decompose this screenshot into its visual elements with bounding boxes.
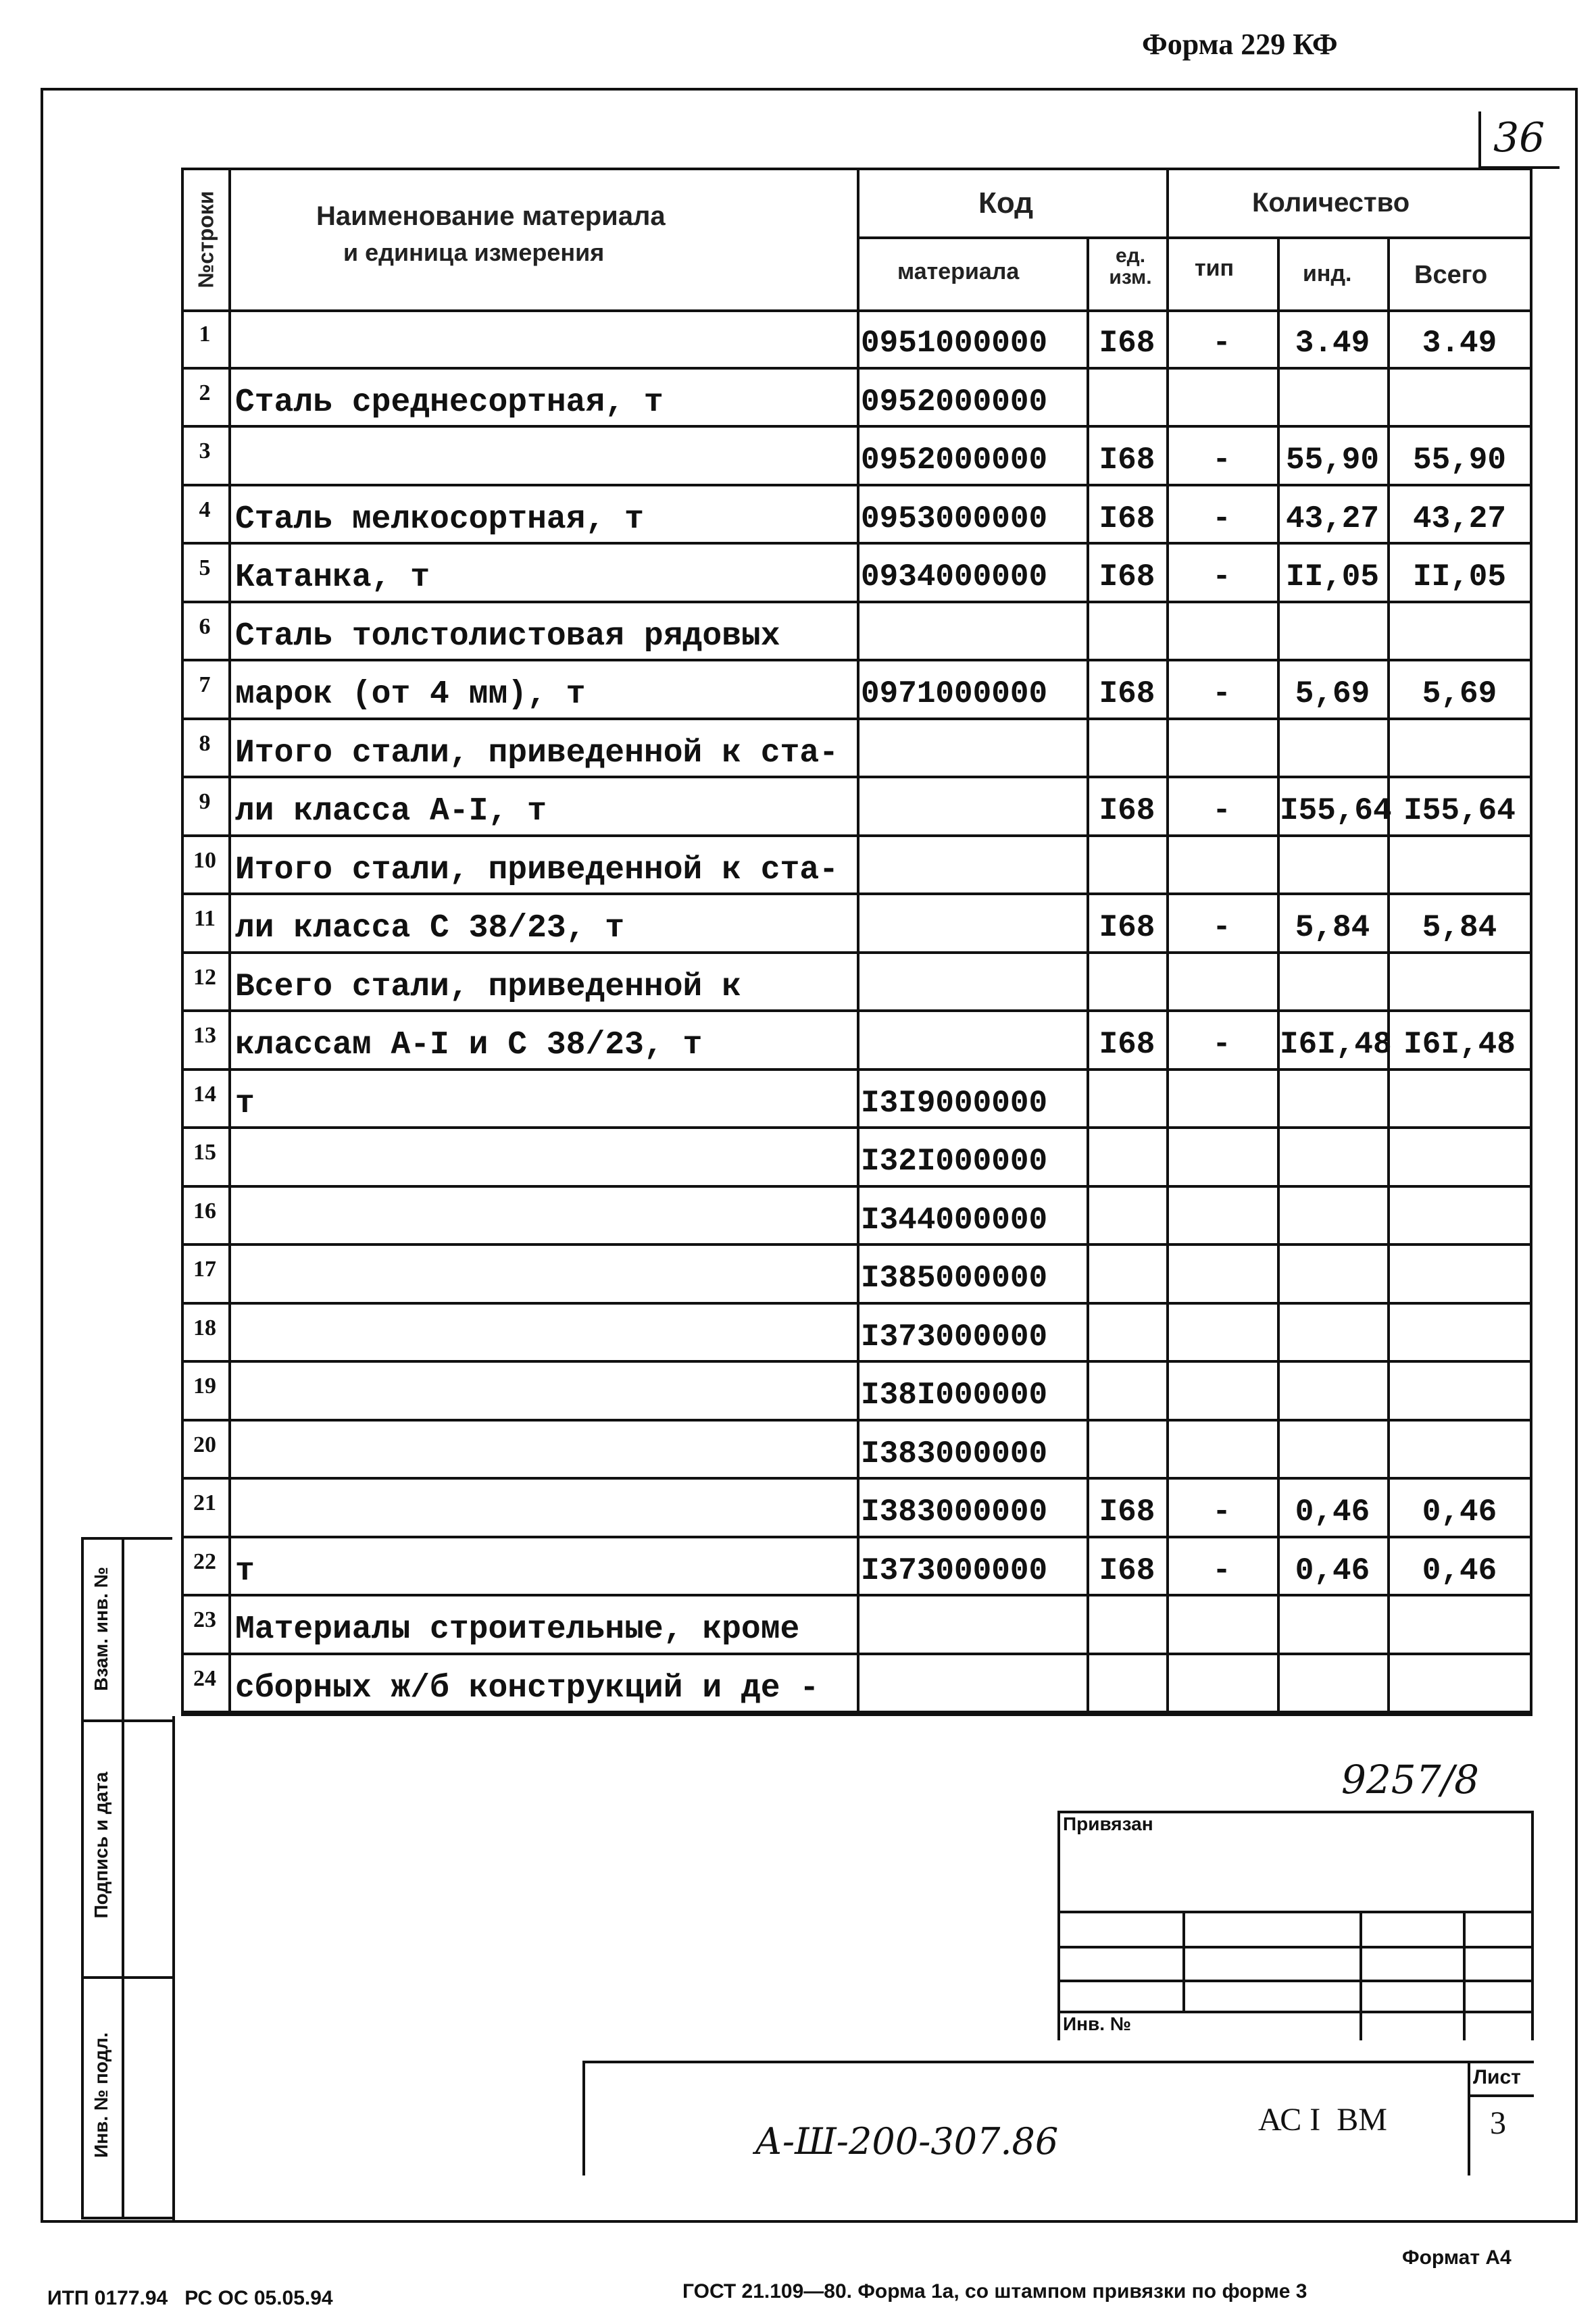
cell-unit: I68 [1099, 1553, 1155, 1588]
row-number: 8 [199, 730, 211, 756]
row-separator [181, 484, 1532, 486]
cell-ind: 0,46 [1295, 1553, 1370, 1588]
row-separator [181, 1594, 1532, 1596]
handwritten-number: 9257/8 [1341, 1757, 1480, 1803]
sheet-number-box [1478, 111, 1560, 169]
row-separator [181, 1243, 1532, 1246]
row-number: 20 [193, 1432, 216, 1457]
row-separator [181, 1009, 1532, 1012]
document-designation: А-Ш-200-307.86 [755, 2120, 1059, 2163]
header-ind: инд. [1303, 261, 1352, 286]
row-separator [181, 1711, 1532, 1713]
row-separator [181, 1185, 1532, 1188]
cell-ind: 5,69 [1295, 676, 1370, 711]
row-separator [181, 776, 1532, 778]
cell-total: 3.49 [1422, 326, 1497, 361]
cell-name: ли класса С 38/23, т [235, 910, 625, 947]
cell-name: Итого стали, приведенной к ста- [235, 734, 839, 772]
row-number: 7 [199, 672, 211, 697]
row-number: 16 [193, 1198, 216, 1224]
bottom-area-left-line [172, 1716, 175, 2223]
header-qty-group: Количество [1252, 188, 1410, 218]
cell-code: I344000000 [861, 1202, 1048, 1238]
header-material: материала [897, 259, 1020, 284]
format-label: Формат А4 [1402, 2246, 1512, 2269]
cell-tip: - [1212, 1553, 1231, 1588]
cell-code: I3I9000000 [861, 1085, 1048, 1121]
row-separator [181, 951, 1532, 954]
cell-total: 55,90 [1412, 443, 1507, 478]
row-separator [181, 1302, 1532, 1305]
cell-name: Сталь мелкосортная, т [235, 501, 644, 538]
row-number: 10 [193, 847, 216, 873]
row-separator [181, 1126, 1532, 1129]
cell-unit: I68 [1099, 443, 1155, 478]
cell-code: I373000000 [861, 1553, 1048, 1588]
row-number: 6 [199, 613, 211, 639]
cell-name: Сталь толстолистовая рядовых [235, 618, 780, 655]
sheet-handwritten-number: 36 [1493, 114, 1545, 161]
cell-unit: I68 [1099, 501, 1155, 536]
sheet-label: Лист [1473, 2066, 1521, 2088]
cell-code: I383000000 [861, 1436, 1048, 1472]
row-separator [181, 367, 1532, 370]
cell-total: 0,46 [1422, 1494, 1497, 1530]
row-separator [181, 892, 1532, 895]
row-number: 24 [193, 1665, 216, 1691]
cell-unit: I68 [1099, 1027, 1155, 1062]
cell-code: 0934000000 [861, 559, 1048, 595]
cell-code: I373000000 [861, 1319, 1048, 1355]
row-number: 3 [199, 438, 211, 463]
cell-code: 0951000000 [861, 326, 1048, 361]
row-separator [181, 1360, 1532, 1363]
row-separator [181, 834, 1532, 837]
row-number: 19 [193, 1374, 216, 1399]
cell-code: 0953000000 [861, 501, 1048, 536]
row-number: 1 [199, 322, 211, 347]
cell-name: сборных ж/б конструкций и де - [235, 1669, 820, 1707]
privyazan-stamp [1057, 1811, 1534, 2040]
row-number: 4 [199, 497, 211, 522]
cell-code: 0971000000 [861, 676, 1048, 711]
row-number: 5 [199, 555, 211, 580]
row-separator [181, 1536, 1532, 1538]
footer-left-code: ИТП 0177.94 РС ОС 05.05.94 [47, 2287, 333, 2309]
document-code: АС I ВМ [1258, 2102, 1387, 2138]
sheet-number: 3 [1490, 2105, 1506, 2141]
row-separator [181, 542, 1532, 545]
row-number: 2 [199, 380, 211, 405]
row-separator [181, 1653, 1532, 1655]
side-label-inv-podl: Инв. № подл. [91, 2032, 111, 2158]
row-separator [181, 1419, 1532, 1422]
cell-ind: 3.49 [1295, 326, 1370, 361]
cell-code: 0952000000 [861, 443, 1048, 478]
row-separator [181, 718, 1532, 720]
cell-tip: - [1212, 793, 1231, 828]
cell-total: 5,69 [1422, 676, 1497, 711]
row-number: 17 [193, 1257, 216, 1282]
cell-ind: II,05 [1285, 559, 1380, 595]
cell-tip: - [1212, 326, 1231, 361]
cell-ind: 55,90 [1285, 443, 1380, 478]
cell-name: Сталь среднесортная, т [235, 384, 664, 421]
row-number: 12 [193, 964, 216, 990]
cell-tip: - [1212, 443, 1231, 478]
cell-ind: 43,27 [1285, 501, 1380, 536]
header-total: Всего [1414, 261, 1488, 289]
cell-total: 5,84 [1422, 910, 1497, 945]
cell-code: I385000000 [861, 1261, 1048, 1296]
row-number: 18 [193, 1315, 216, 1340]
cell-tip: - [1212, 676, 1231, 711]
cell-tip: - [1212, 1027, 1231, 1062]
row-separator [181, 659, 1532, 661]
cell-name: ли класса А-I, т [235, 793, 547, 830]
cell-total: II,05 [1412, 559, 1507, 595]
cell-code: I32I000000 [861, 1144, 1048, 1179]
header-unit: ед. изм. [1109, 245, 1152, 288]
form-label: Форма 229 КФ [1142, 28, 1338, 61]
cell-name: Катанка, т [235, 559, 430, 596]
header-tip: тип [1195, 255, 1235, 281]
row-number: 13 [193, 1023, 216, 1048]
cell-name: марок (от 4 мм), т [235, 676, 586, 713]
row-separator [181, 1477, 1532, 1480]
cell-name: т [235, 1085, 255, 1122]
cell-code: I383000000 [861, 1494, 1048, 1530]
cell-total: 43,27 [1412, 501, 1507, 536]
header-code-group: Код [978, 186, 1034, 220]
cell-unit: I68 [1099, 1494, 1155, 1530]
footer-gost: ГОСТ 21.109—80. Форма 1а, со штампом привязки по форме 3 [682, 2280, 1307, 2303]
title-block [582, 2061, 1534, 2175]
cell-ind: I55,64 [1280, 793, 1392, 828]
header-name-line1: Наименование материала [316, 201, 666, 231]
cell-tip: - [1212, 559, 1231, 595]
materials-table [181, 168, 1532, 1716]
row-number: 22 [193, 1549, 216, 1574]
row-number: 15 [193, 1140, 216, 1165]
cell-total: I6I,48 [1403, 1027, 1516, 1062]
cell-total: I55,64 [1403, 793, 1516, 828]
cell-name: т [235, 1553, 255, 1590]
cell-name: Итого стали, приведенной к ста- [235, 851, 839, 888]
row-number: 21 [193, 1490, 216, 1515]
row-number: 9 [199, 789, 211, 814]
header-setting: №строки [193, 191, 218, 288]
row-separator [181, 1068, 1532, 1071]
cell-unit: I68 [1099, 793, 1155, 828]
cell-code: 0952000000 [861, 384, 1048, 420]
cell-tip: - [1212, 501, 1231, 536]
cell-tip: - [1212, 1494, 1231, 1530]
header-name-line2: и единица измерения [343, 238, 605, 266]
cell-ind: 0,46 [1295, 1494, 1370, 1530]
row-separator [181, 425, 1532, 428]
row-separator [181, 601, 1532, 603]
cell-code: I38I000000 [861, 1378, 1048, 1413]
cell-unit: I68 [1099, 676, 1155, 711]
side-strip [81, 1537, 172, 2219]
row-number: 14 [193, 1081, 216, 1107]
cell-ind: 5,84 [1295, 910, 1370, 945]
cell-unit: I68 [1099, 910, 1155, 945]
cell-total: 0,46 [1422, 1553, 1497, 1588]
side-label-podpis: Подпись и дата [91, 1771, 111, 1919]
side-label-vzam: Взам. инв. № [91, 1567, 111, 1691]
cell-name: Всего стали, приведенной к [235, 968, 741, 1005]
cell-name: Материалы строительные, кроме [235, 1611, 800, 1648]
row-number: 11 [193, 906, 216, 931]
cell-name: классам А-I и С 38/23, т [235, 1027, 703, 1063]
cell-tip: - [1212, 910, 1231, 945]
inv-no-label: Инв. № [1063, 2013, 1132, 2034]
row-number: 23 [193, 1607, 216, 1632]
cell-unit: I68 [1099, 559, 1155, 595]
cell-ind: I6I,48 [1280, 1027, 1392, 1062]
cell-unit: I68 [1099, 326, 1155, 361]
privyazan-label: Привязан [1063, 1813, 1153, 1834]
